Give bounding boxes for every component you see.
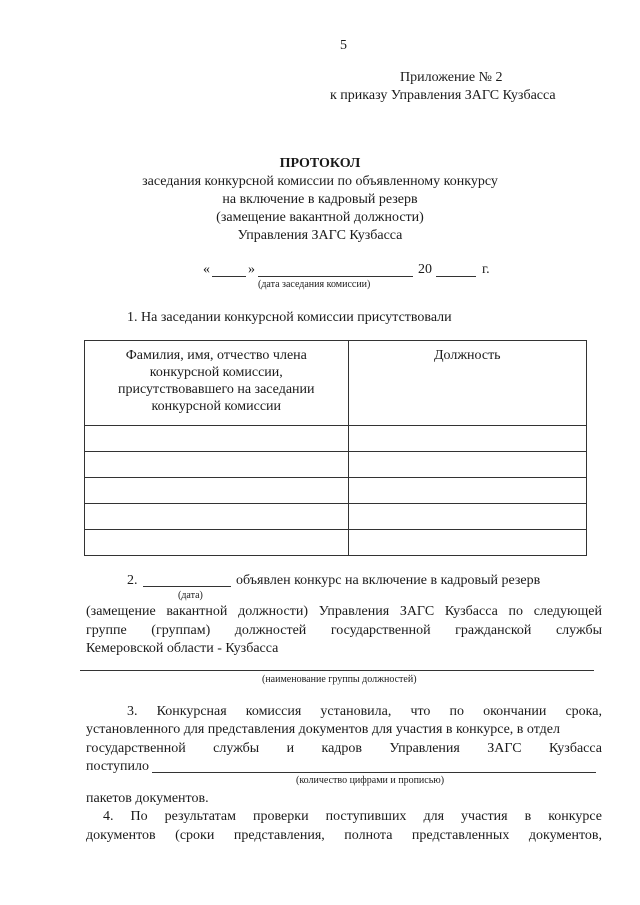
protocol-subtitle-4: Управления ЗАГС Кузбасса — [237, 228, 403, 243]
table-cell — [348, 452, 586, 478]
table-cell — [85, 452, 349, 478]
table-header-row — [85, 341, 587, 426]
table-row — [85, 478, 587, 504]
table-cell — [348, 504, 586, 530]
table-cell — [85, 530, 349, 556]
table-cell — [85, 504, 349, 530]
table-row — [85, 426, 587, 452]
page-number: 5 — [340, 38, 347, 53]
date-open-quote: « — [203, 262, 210, 277]
table-row — [85, 504, 587, 530]
commission-members-table — [84, 340, 587, 556]
header-full-name-text: Фамилия, имя, отчество члена конкурсной комиссии, присутствовавшего на заседании конкурсной комиссии — [118, 348, 315, 414]
section-3-line-3: государственной службы и кадров Управления ЗАГС Кузбасса — [86, 741, 602, 756]
section-2-date-blank — [143, 586, 231, 587]
section-3-line-1: 3. Конкурсная комиссия установила, что по окончании срока, — [127, 704, 602, 719]
job-group-blank — [80, 670, 594, 671]
section-2-line-3: группе (группам) должностей государственной гражданской службы — [86, 623, 602, 638]
section-2-line-4: Кемеровской области - Кузбасса — [86, 641, 279, 656]
table-row — [85, 530, 587, 556]
protocol-subtitle-3: (замещение вакантной должности) — [216, 210, 424, 225]
section-3-line-5: пакетов документов. — [86, 791, 209, 806]
protocol-subtitle-2: на включение в кадровый резерв — [222, 192, 418, 207]
table-cell — [85, 426, 349, 452]
date-year-suffix: г. — [482, 262, 490, 277]
appendix-line-1: Приложение № 2 — [400, 70, 503, 85]
appendix-line-2: к приказу Управления ЗАГС Кузбасса — [330, 88, 556, 103]
date-year-blank — [436, 276, 476, 277]
date-month-blank — [258, 276, 413, 277]
section-2-number: 2. — [127, 573, 138, 588]
package-count-blank — [152, 772, 596, 773]
table-row — [85, 452, 587, 478]
table-cell — [348, 426, 586, 452]
header-position — [348, 341, 586, 426]
date-caption: (дата заседания комиссии) — [258, 279, 371, 290]
header-full-name — [85, 341, 349, 426]
date-close-quote: » — [248, 262, 255, 277]
section-3-line-2: установленного для представления документов для участия в конкурсе, в отдел — [86, 722, 560, 737]
protocol-heading: ПРОТОКОЛ — [279, 156, 361, 171]
section-4-line-1: 4. По результатам проверки поступивших для участия в конкурсе — [103, 809, 602, 824]
protocol-subtitle-1: заседания конкурсной комиссии по объявленному конкурсу — [142, 174, 498, 189]
table-cell — [348, 478, 586, 504]
table-cell — [85, 478, 349, 504]
section-1-text: 1. На заседании конкурсной комиссии присутствовали — [127, 310, 452, 325]
job-group-caption: (наименование группы должностей) — [262, 674, 417, 685]
section-2-line-2: (замещение вакантной должности) Управления ЗАГС Кузбасса по следующей — [86, 604, 602, 619]
header-position-text: Должность — [433, 348, 501, 363]
section-4-line-2: документов (сроки представления, полнота представленных документов, — [86, 828, 602, 843]
section-2-text: объявлен конкурс на включение в кадровый резерв — [236, 573, 541, 588]
date-day-blank — [212, 276, 246, 277]
table-cell — [348, 530, 586, 556]
package-count-caption: (количество цифрами и прописью) — [296, 775, 445, 786]
section-3-line-4: поступило — [86, 759, 149, 774]
section-2-date-caption: (дата) — [178, 590, 203, 601]
date-year-prefix: 20 — [418, 262, 432, 277]
